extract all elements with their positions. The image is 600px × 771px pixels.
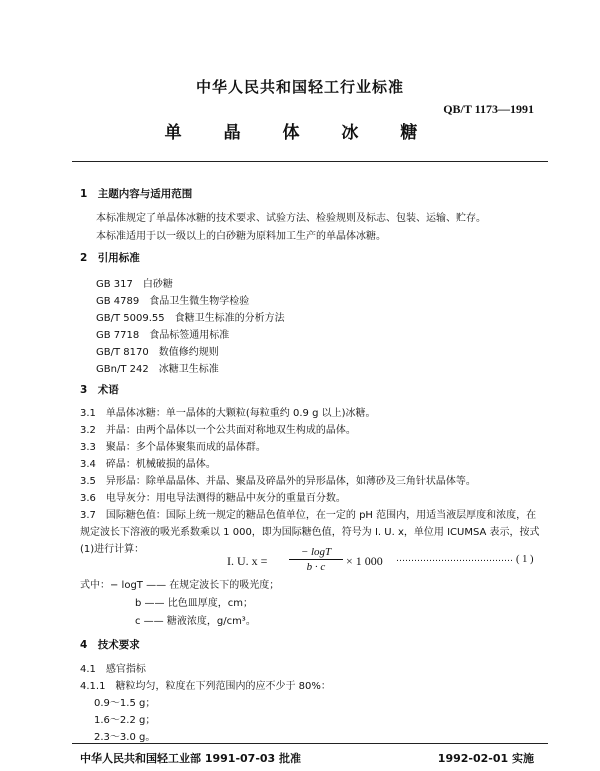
term-3-2: 3.2 并晶：由两个晶体以一个公共面对称地双生构成的晶体。 — [80, 425, 356, 436]
formula-multiplier: × 1 000 — [346, 554, 383, 568]
formula-leader-dots: ………………………………… — [396, 554, 513, 564]
formula-numerator: − logT — [289, 546, 343, 560]
section-1-paragraph-1: 本标准规定了单晶体冰糖的技术要求、试验方法、检验规则及标志、包装、运输、贮存。 — [96, 213, 486, 224]
reference-item: GB/T 8170 数值修约规则 — [96, 347, 219, 358]
section-2-heading: 2 引用标准 — [80, 252, 140, 264]
reference-item: GB 7718 食品标签通用标准 — [96, 330, 230, 341]
section-3-heading: 3 术语 — [80, 384, 119, 396]
term-3-5: 3.5 异形晶：除单晶晶体、并晶、聚晶及碎晶外的异形晶体，如薄砂及三角针状晶体等。 — [80, 476, 476, 487]
size-range-item: 2.3～3.0 g。 — [94, 732, 156, 743]
term-3-7-line-2: 规定波长下溶液的吸光系数乘以 1 000，即为国际糖色值，符号为 I. U. x，单位用 ICUMSA 表示，按式 — [80, 527, 540, 538]
formula-where-1: 式中：− logT —— 在规定波长下的吸光度； — [80, 580, 280, 591]
term-3-6: 3.6 电导灰分：用电导法测得的糖品中灰分的重量百分数。 — [80, 493, 346, 504]
footer-approval: 中华人民共和国轻工业部 1991-07-03 批准 — [80, 752, 302, 765]
reference-item: GB/T 5009.55 食糖卫生标准的分析方法 — [96, 313, 285, 324]
formula-lhs: I. U. x = — [227, 554, 268, 568]
formula-where-2: b —— 比色皿厚度，cm； — [135, 598, 253, 609]
term-3-3: 3.3 聚晶：多个晶体聚集而成的晶体群。 — [80, 442, 266, 453]
formula-denominator: b · c — [306, 561, 326, 573]
section-1-paragraph-2: 本标准适用于以一级以上的白砂糖为原料加工生产的单晶体冰糖。 — [96, 231, 386, 242]
clause-4-1-1: 4.1.1 糖粒均匀，粒度在下列范围内的应不少于 80%： — [80, 681, 331, 692]
reference-item: GBn/T 242 冰糖卫生标准 — [96, 364, 219, 375]
standard-title: 中华人民共和国轻工行业标准 — [195, 78, 404, 96]
formula-fraction — [289, 546, 343, 573]
footer-effective-date: 1992-02-01 实施 — [437, 752, 534, 765]
term-3-7-line-3: (1)进行计算： — [80, 544, 145, 555]
reference-item: GB 4789 食品卫生微生物学检验 — [96, 296, 250, 307]
clause-4-1: 4.1 感官指标 — [80, 664, 146, 675]
size-range-item: 1.6～2.2 g； — [94, 715, 156, 726]
section-4-heading: 4 技术要求 — [80, 639, 140, 651]
section-1-heading: 1 主题内容与适用范围 — [80, 188, 193, 200]
term-3-1: 3.1 单晶体冰糖：单一晶体的大颗粒(每粒重约 0.9 g 以上)冰糖。 — [80, 408, 376, 419]
footer-divider — [72, 743, 548, 744]
formula-equation-number: ( 1 ) — [516, 554, 534, 565]
term-3-4: 3.4 碎晶：机械破损的晶体。 — [80, 459, 216, 470]
document-title: 单 晶 体 冰 糖 — [164, 123, 436, 143]
size-range-item: 0.9～1.5 g； — [94, 698, 156, 709]
formula-where-3: c —— 糖液浓度，g/cm³。 — [135, 616, 256, 627]
reference-item: GB 317 白砂糖 — [96, 279, 173, 290]
header-divider — [72, 161, 548, 162]
standard-code: QB/T 1173—1991 — [443, 102, 534, 116]
term-3-7-line-1: 3.7 国际糖色值：国际上统一规定的糖品色值单位，在一定的 pH 范围内，用适当液层厚度和浓度，在 — [80, 510, 537, 521]
